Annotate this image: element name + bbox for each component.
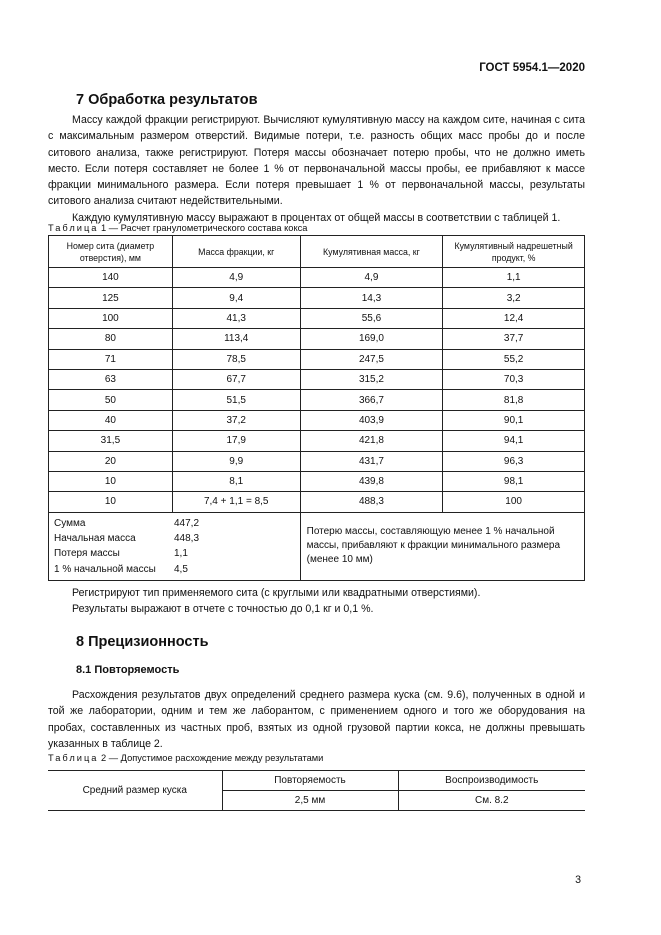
section-8-title: 8 Прецизионность [76,634,209,650]
table-cell: 37,7 [443,329,585,349]
table-cell: 80 [49,329,173,349]
table-cell: 37,2 [172,410,300,430]
table-2 [48,770,585,811]
table-row [49,308,585,328]
table-cell: 9,4 [172,288,300,308]
table-cell: 94,1 [443,431,585,451]
table-row [49,329,585,349]
table-cell: 100 [49,308,173,328]
column-header: Масса фракции, кг [172,236,300,268]
table-row [49,288,585,308]
summary-value: 448,3 [174,532,200,544]
table-cell: 55,2 [443,349,585,369]
table-cell: 4,9 [300,268,443,288]
table-cell: 8,1 [172,471,300,491]
table-cell: 81,8 [443,390,585,410]
section-7-title: 7 Обработка результатов [76,92,258,108]
table-cell: 9,9 [172,451,300,471]
caption-label: Таблица [48,753,99,763]
table-row [49,492,585,512]
summary-cell [49,512,301,580]
table-cell: 366,7 [300,390,443,410]
column-header: Кумулятивная масса, кг [300,236,443,268]
table-header-row [49,236,585,268]
column-header: Номер сита (диаметр отверстия), мм [49,236,173,268]
paragraph: Массу каждой фракции регистрируют. Вычисляют кумулятивную массу на каждом сите, начиная с сита с максимальным размером отверстий. Видимые потери, т.е. разность общих масс пробы до и после ситового анализа, также регистрируют. Потеря массы обозначает потерю пробы, что не должно иметь место. Если потеря составляет не более 1 % от первоначальной массы пробы, ее прибавляют к массе фракции минимального размера. Если потеря превышает 1 % от первоначальной массы, результаты ситового анализа считают недействительными. [48,114,585,208]
summary-row [49,512,585,580]
table-cell: 315,2 [300,369,443,389]
table-cell: 1,1 [443,268,585,288]
summary-label: Начальная масса [54,532,136,544]
table-cell: 40 [49,410,173,430]
caption-text: 2 — Допустимое расхождение между результатами [98,753,324,763]
caption-label: Таблица [48,223,99,233]
table-cell: 41,3 [172,308,300,328]
table-cell: 125 [49,288,173,308]
column-header: Кумулятивный надрешетный продукт, % [443,236,585,268]
table-cell: 96,3 [443,451,585,471]
table-2-caption [48,753,323,763]
table-cell: 55,6 [300,308,443,328]
summary-label: Потеря массы [54,548,120,560]
summary-value: 447,2 [174,517,200,529]
table-cell: 488,3 [300,492,443,512]
table-cell: 431,7 [300,451,443,471]
table-cell: 14,3 [300,288,443,308]
column-header: Воспроизводимость [398,771,585,791]
table-cell: 10 [49,492,173,512]
table-cell: 7,4 + 1,1 = 8,5 [172,492,300,512]
page-number: 3 [575,874,581,886]
column-header: Повторяемость [222,771,398,791]
paragraph: Каждую кумулятивную массу выражают в процентах от общей массы в соответствии с таблицей 1. [72,211,561,224]
table-row [49,410,585,430]
table-1 [48,235,585,581]
summary-label: Сумма [54,517,86,529]
table-cell: 63 [49,369,173,389]
table-cell: См. 8.2 [398,791,585,811]
subsection-title: 8.1 Повторяемость [76,664,180,676]
summary-label: 1 % начальной массы [54,563,156,575]
paragraph: Результаты выражают в отчете с точностью до 0,1 кг и 0,1 %. [72,603,374,616]
table-cell: 31,5 [49,431,173,451]
table-row [49,471,585,491]
document-header: ГОСТ 5954.1—2020 [479,62,585,74]
table-cell: 78,5 [172,349,300,369]
table-cell: 113,4 [172,329,300,349]
table-cell: 169,0 [300,329,443,349]
table-cell: 90,1 [443,410,585,430]
row-header: Средний размер куска [48,771,222,811]
table-cell: 403,9 [300,410,443,430]
summary-value: 4,5 [174,563,188,575]
table-cell: 421,8 [300,431,443,451]
table-row [49,451,585,471]
table-cell: 51,5 [172,390,300,410]
table-row [49,369,585,389]
table-cell: 4,9 [172,268,300,288]
table-cell: 71 [49,349,173,369]
table-cell: 50 [49,390,173,410]
table-cell: 10 [49,471,173,491]
table-cell: 140 [49,268,173,288]
table-cell: 12,4 [443,308,585,328]
table-note: Потерю массы, составляющую менее 1 % начальной массы, прибавляют к фракции минимального размера (менее 10 мм) [300,512,584,580]
paragraph: Расхождения результатов двух определений среднего размера куска (см. 9.6), полученных в одной и той же лаборатории, одним и тем же лаборантом, с применением одного и того же оборудования на пробах, составленных из частных проб, взятых из одной грузовой партии кокса, не должны превышать указанных в таблице 2. [48,689,585,750]
table-row [49,268,585,288]
table-cell: 439,8 [300,471,443,491]
table-cell: 100 [443,492,585,512]
table-cell: 17,9 [172,431,300,451]
table-1-caption [48,223,307,233]
table-cell: 67,7 [172,369,300,389]
paragraph: Регистрируют тип применяемого сита (с круглыми или квадратными отверстиями). [72,587,481,599]
caption-text: 1 — Расчет гранулометрического состава кокса [98,223,308,233]
table-cell: 70,3 [443,369,585,389]
table-cell: 98,1 [443,471,585,491]
table-row [49,349,585,369]
summary-value: 1,1 [174,548,188,560]
table-cell: 2,5 мм [222,791,398,811]
table-cell: 3,2 [443,288,585,308]
table-row [49,431,585,451]
table-cell: 247,5 [300,349,443,369]
table-cell: 20 [49,451,173,471]
table-row [49,390,585,410]
